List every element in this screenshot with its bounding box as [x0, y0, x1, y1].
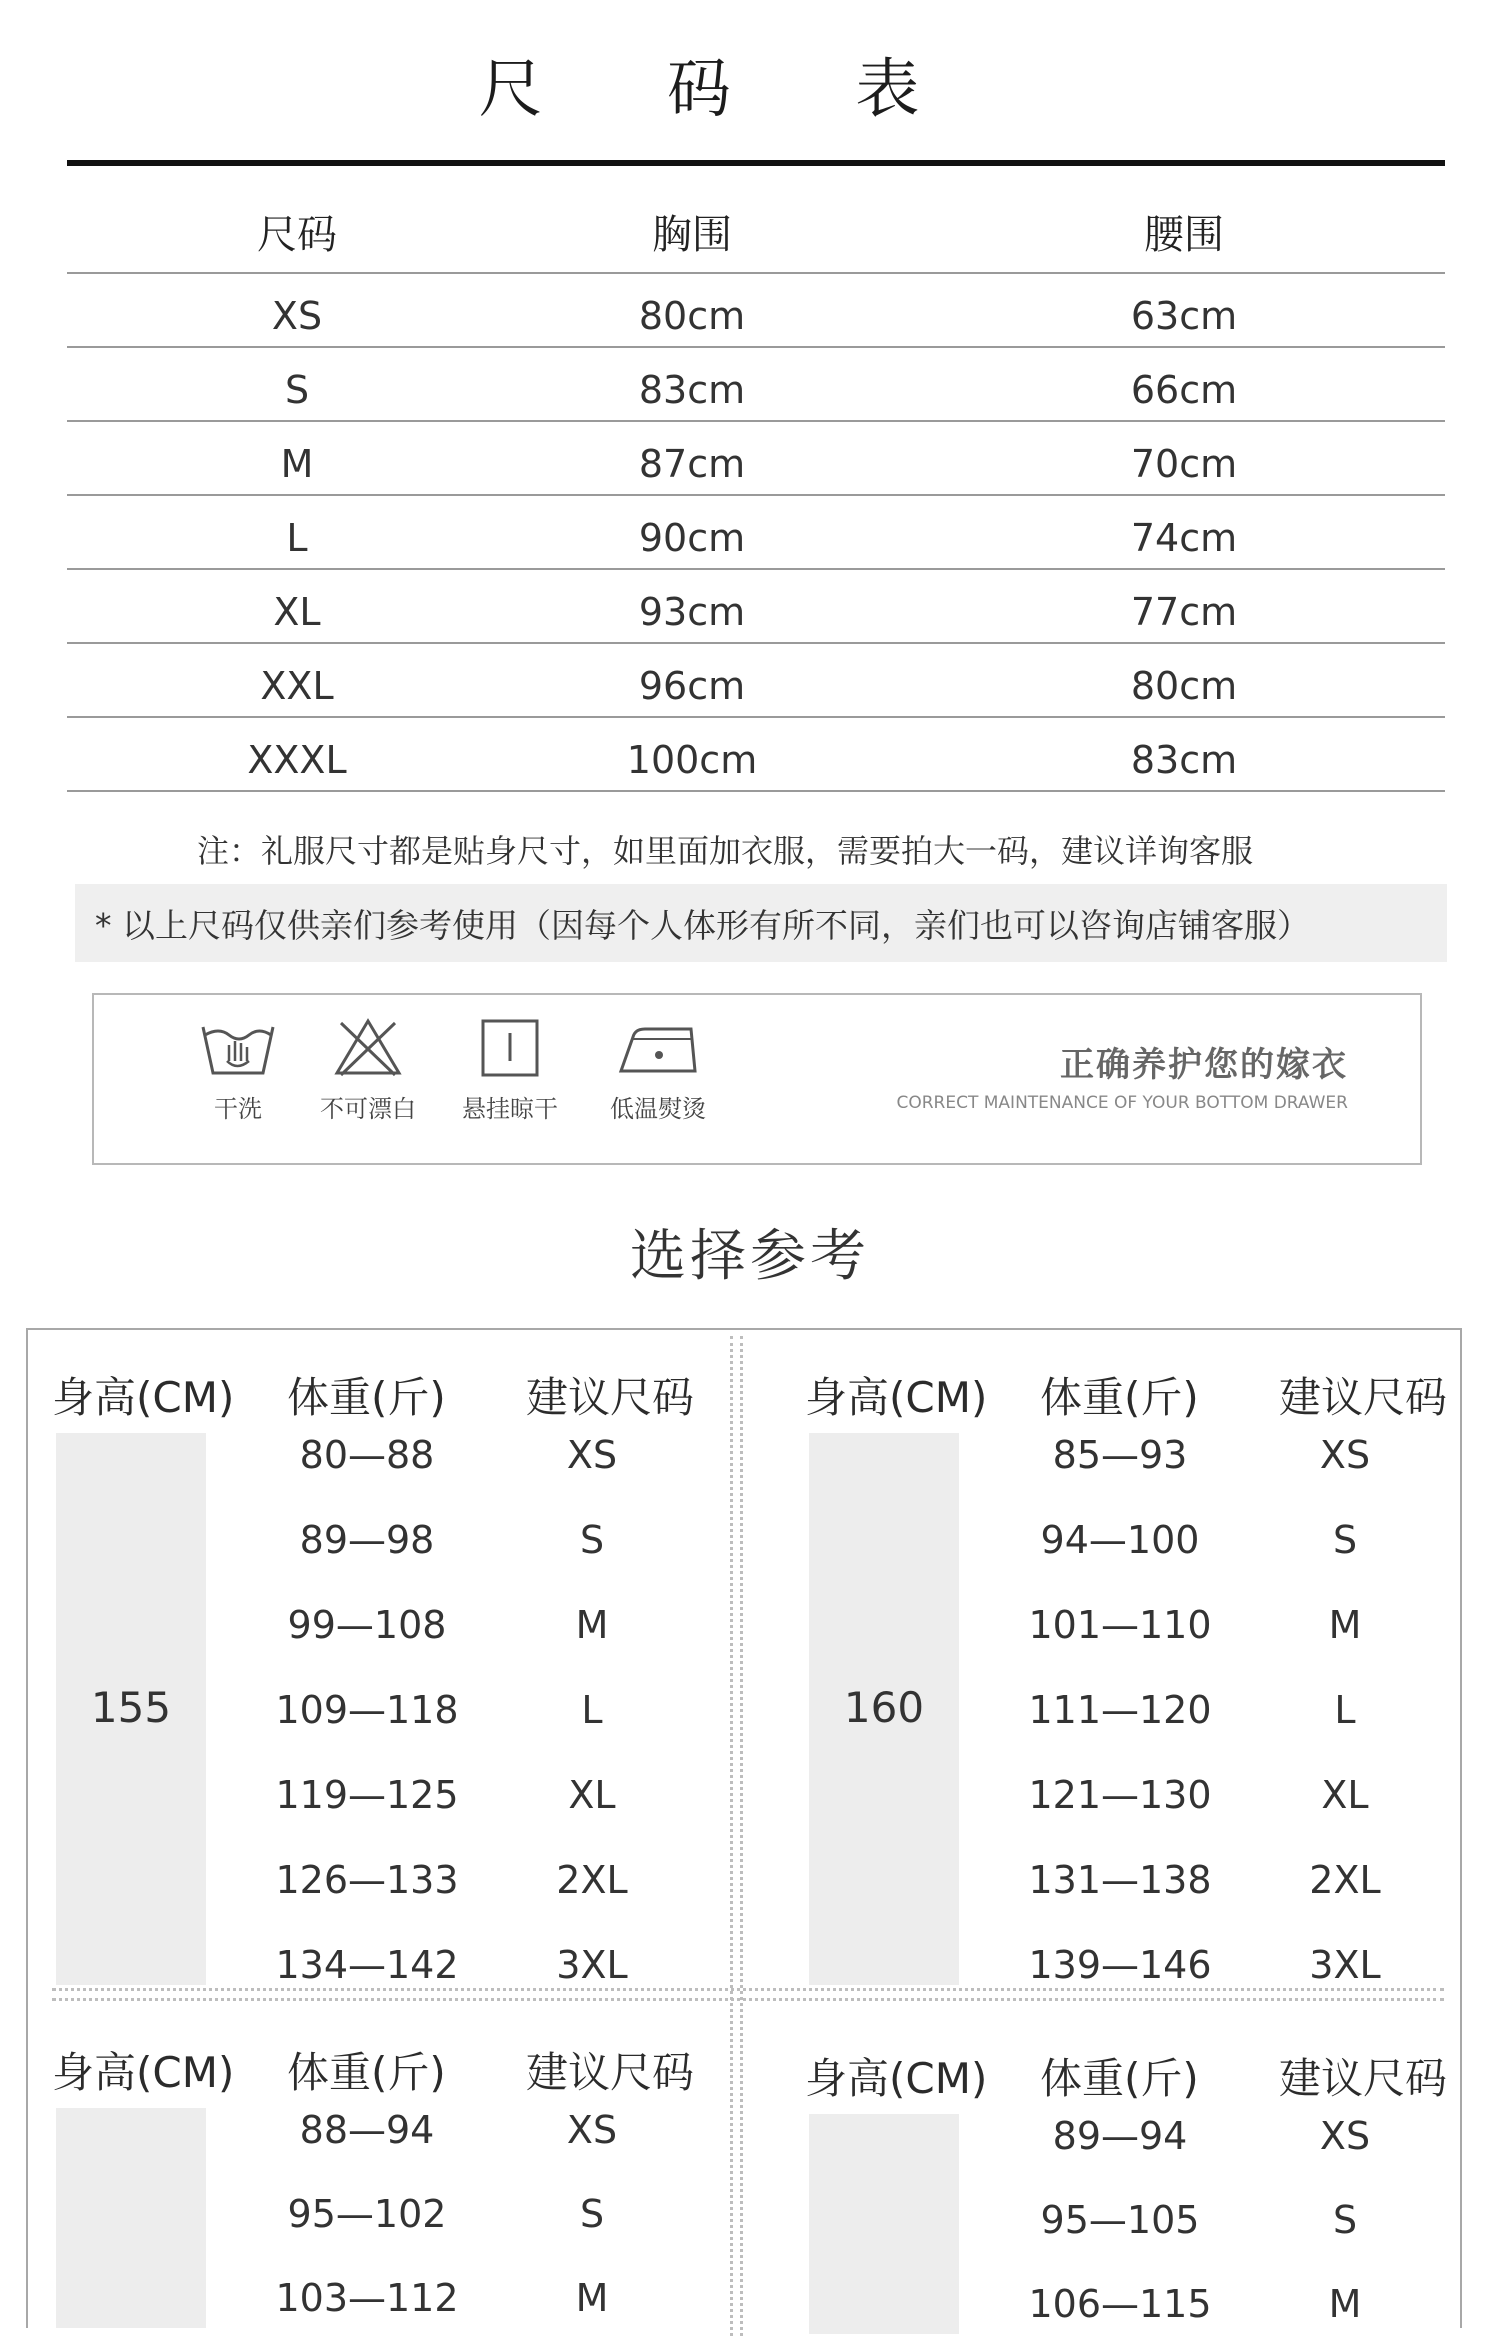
vertical-divider — [740, 1336, 743, 2336]
reference-frame — [26, 1328, 1462, 2328]
suggested-size: XS — [566, 2108, 618, 2152]
height-value: 160 — [843, 1683, 925, 1732]
waist-cell: 74cm — [1130, 516, 1238, 560]
table-row — [52, 1518, 752, 1562]
bust-cell: 100cm — [626, 738, 758, 782]
dry-clean-icon — [199, 1017, 277, 1079]
weight-range: 88—94 — [299, 2108, 435, 2152]
weight-range: 95—105 — [1040, 2198, 1200, 2242]
size-cell: XL — [273, 590, 321, 634]
horizontal-divider — [52, 1988, 1444, 1991]
low-iron-icon — [617, 1017, 699, 1079]
weight-range: 134—142 — [275, 1943, 459, 1987]
weight-range: 99—108 — [287, 1603, 447, 1647]
suggested-size: 3XL — [556, 1943, 628, 1987]
header-size: 建议尺码 — [526, 2048, 695, 2097]
table-row — [52, 1433, 752, 1477]
header-weight: 体重(斤) — [287, 2048, 446, 2097]
suggested-size: XS — [1319, 2114, 1371, 2158]
weight-range: 103—112 — [275, 2276, 459, 2320]
suggested-size: S — [579, 2192, 605, 2236]
no-bleach-icon — [333, 1017, 403, 1079]
suggested-size: XS — [1319, 1433, 1371, 1477]
weight-range: 89—94 — [1052, 2114, 1188, 2158]
suggested-size: XL — [568, 1773, 616, 1817]
table-row — [52, 2108, 752, 2152]
bust-cell: 96cm — [638, 664, 746, 708]
header-weight: 体重(斤) — [287, 1373, 446, 1422]
weight-range: 106—115 — [1028, 2282, 1212, 2326]
suggested-size: 2XL — [1309, 1858, 1381, 1902]
suggested-size: 3XL — [1309, 1943, 1381, 1987]
waist-cell: 83cm — [1130, 738, 1238, 782]
waist-cell: 63cm — [1130, 294, 1238, 338]
weight-range: 126—133 — [275, 1858, 459, 1902]
table-row — [805, 2282, 1500, 2326]
care-label: 低温熨烫 — [610, 1095, 706, 1123]
weight-range: 85—93 — [1052, 1433, 1188, 1477]
fit-note: 注：礼服尺寸都是贴身尺寸，如里面加衣服，需要拍大一码，建议详询客服 — [196, 832, 1253, 870]
care-label: 干洗 — [214, 1095, 262, 1123]
suggested-size: S — [1332, 2198, 1358, 2242]
table-row — [52, 1773, 752, 1817]
header-size: 建议尺码 — [1279, 1373, 1448, 1422]
table-row — [67, 496, 1445, 570]
horizontal-divider — [52, 1998, 1444, 2001]
care-item-hang-dry — [450, 1017, 570, 1124]
waist-cell: 70cm — [1130, 442, 1238, 486]
table-row — [805, 1773, 1500, 1817]
size-cell: L — [286, 516, 308, 560]
suggested-size: M — [575, 2276, 609, 2320]
table-row — [67, 570, 1445, 644]
header-size: 尺码 — [257, 211, 337, 258]
suggested-size: XS — [566, 1433, 618, 1477]
care-label: 悬挂晾干 — [462, 1095, 558, 1123]
table-row — [805, 1688, 1500, 1732]
table-row — [805, 2114, 1500, 2158]
bust-cell: 80cm — [638, 294, 746, 338]
table-row — [52, 2276, 752, 2320]
weight-range: 80—88 — [299, 1433, 435, 1477]
table-row — [67, 422, 1445, 496]
header-size: 建议尺码 — [1279, 2054, 1448, 2103]
weight-range: 131—138 — [1028, 1858, 1212, 1902]
table-row — [805, 1858, 1500, 1902]
header-height: 身高(CM) — [52, 1373, 235, 1422]
weight-range: 89—98 — [299, 1518, 435, 1562]
care-instructions-box — [92, 993, 1422, 1165]
vertical-divider — [730, 1336, 733, 2336]
weight-range: 95—102 — [287, 2192, 447, 2236]
care-item-no-bleach — [308, 1017, 428, 1124]
size-cell: S — [284, 368, 310, 412]
table-row — [52, 1858, 752, 1902]
header-size: 建议尺码 — [526, 1373, 695, 1422]
suggested-size: L — [581, 1688, 603, 1732]
header-weight: 体重(斤) — [1040, 2054, 1199, 2103]
bust-cell: 90cm — [638, 516, 746, 560]
suggested-size: M — [1328, 2282, 1362, 2326]
height-value: 155 — [90, 1683, 172, 1732]
table-row — [67, 644, 1445, 718]
reference-title: 选择参考 — [630, 1224, 870, 1289]
size-cell: XXXL — [247, 738, 347, 782]
size-table — [67, 190, 1445, 792]
table-row — [52, 1603, 752, 1647]
size-cell: M — [280, 442, 314, 486]
suggested-size: S — [579, 1518, 605, 1562]
header-height: 身高(CM) — [805, 1373, 988, 1422]
suggested-size: M — [1328, 1603, 1362, 1647]
table-row — [52, 1688, 752, 1732]
weight-range: 94—100 — [1040, 1518, 1200, 1562]
waist-cell: 80cm — [1130, 664, 1238, 708]
care-item-dry-clean — [178, 1017, 298, 1124]
waist-cell: 66cm — [1130, 368, 1238, 412]
table-row — [805, 1433, 1500, 1477]
weight-range: 101—110 — [1028, 1603, 1212, 1647]
care-label: 不可漂白 — [320, 1095, 416, 1123]
bust-cell: 87cm — [638, 442, 746, 486]
page-title: 尺 码 表 — [478, 53, 972, 127]
table-row — [805, 1518, 1500, 1562]
table-row — [67, 274, 1445, 348]
weight-range: 139—146 — [1028, 1943, 1212, 1987]
weight-range: 111—120 — [1028, 1688, 1212, 1732]
size-cell: XXL — [260, 664, 334, 708]
care-subtitle: CORRECT MAINTENANCE OF YOUR BOTTOM DRAWER — [896, 1093, 1348, 1113]
header-height: 身高(CM) — [52, 2048, 235, 2097]
care-item-low-iron — [598, 1017, 718, 1124]
title-divider — [67, 160, 1445, 166]
header-waist: 腰围 — [1144, 211, 1224, 258]
size-cell: XS — [271, 294, 323, 338]
hang-dry-icon — [479, 1017, 541, 1079]
waist-cell: 77cm — [1130, 590, 1238, 634]
care-title: 正确养护您的嫁衣 — [1060, 1045, 1348, 1085]
bust-cell: 83cm — [638, 368, 746, 412]
header-weight: 体重(斤) — [1040, 1373, 1199, 1422]
table-row — [805, 2198, 1500, 2242]
table-row — [67, 348, 1445, 422]
reference-note: * 以上尺码仅供亲们参考使用（因每个人体形有所不同，亲们也可以咨询店铺客服） — [75, 884, 1447, 962]
header-bust: 胸围 — [652, 211, 732, 258]
suggested-size: S — [1332, 1518, 1358, 1562]
size-table-header — [67, 190, 1445, 274]
suggested-size: M — [575, 1603, 609, 1647]
table-row — [52, 2192, 752, 2236]
table-row — [52, 1943, 752, 1987]
suggested-size: 2XL — [556, 1858, 628, 1902]
suggested-size: XL — [1321, 1773, 1369, 1817]
suggested-size: L — [1334, 1688, 1356, 1732]
table-row — [805, 1603, 1500, 1647]
header-height: 身高(CM) — [805, 2054, 988, 2103]
bust-cell: 93cm — [638, 590, 746, 634]
weight-range: 121—130 — [1028, 1773, 1212, 1817]
weight-range: 109—118 — [275, 1688, 459, 1732]
table-row — [805, 1943, 1500, 1987]
weight-range: 119—125 — [275, 1773, 459, 1817]
table-row — [67, 718, 1445, 792]
